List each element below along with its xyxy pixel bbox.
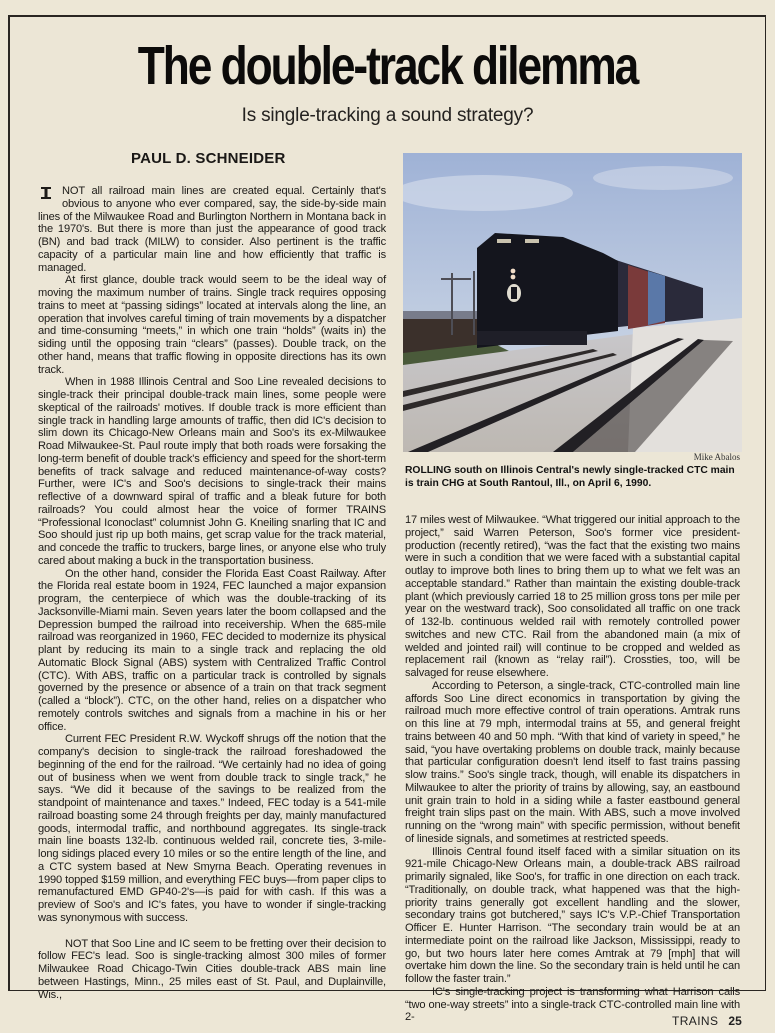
paragraph: Current FEC President R.W. Wyckoff shrugs off the notion that the company's decision to single-track the railroad foreshadowed the beginning of the end for the railroad. “We certainly had no idea of going out of business when we went from double track to single track,” he says. “We did it because of the savings to be realized from the standpoint of maintenance and taxes.” Indeed, FEC today is a 541-mile railroad boasting some 24 through freights per day, mainly manufactured goods, intermodal traffic, and northbound aggregates. Its single-track main line boasts 132-lb. continuous welded rail, concrete ties, 3-mile-long sidings placed every 10 miles or so the entire length of the line, and a CTC system based at New Smyrna Beach. Operating revenues in 1990 topped $159 million, and everything FEC buys—from paper clips to remanufactured EMD GP40-2's—is paid for with cash. If this was a preview of Soo's and IC's fates, you have to wonder if single-tracking was synonymous with success. xyxy=(38,733,386,924)
paragraph: According to Peterson, a single-track, CTC-controlled main line affords Soo Line direct economics in transportation by giving the railroad much more effective control of train operations. Amtrak runs on this line at 79 mph, intermodal trains at 55, and general freight trains between 40 and 50 mph. “With that kind of variety in speed,” he said, “you have overtaking problems on double track, mainly because that particular configuration doesn't lend itself to fast trains passing slow trains.” Soo's single track, though, will enable its dispatchers in Milwaukee to alter the priority of trains by allowing, say, an eastbound unit grain train to hold in a siding while a faster eastbound general freight train slips past on the main. With ABS, such a move involved running on the “wrong main” with specific permission, without benefit of lineside signals, and sometimes at restricted speeds. xyxy=(405,679,740,845)
paragraph: When in 1988 Illinois Central and Soo Line revealed decisions to single-track their principal double-track main lines, some people were skeptical of the railroads' motives. If double track is more efficient than single track in handling large amounts of traffic, then did IC's decision to slim down its Chicago-New Orleans main and Soo's its ex-Milwaukee Road Milwaukee-St. Paul route imply that both roads were forsaking the long-term benefit of double track's efficiency and speed for the short-term benefits of track salvage and reduced maintenance-of-way costs? Further, were IC's and Soo's decisions to single-track their mains reflective of a downward spiral of traffic and a bleak future for both railroads? You could almost hear the voice of former TRAINS “Professional Iconoclast” columnist John G. Kneiling snarling that IC and Soo should just rip up both mains, get scrap value for the track material, and concede the traffic to truckers, barge lines, or anyone else who truly cared about making a buck in the transportation business. xyxy=(38,376,386,567)
photo-credit: Mike Abalos xyxy=(693,452,740,462)
paragraph: NOT that Soo Line and IC seem to be fretting over their decision to follow FEC's lead. Soo is single-tracking almost 300 miles of former Milwaukee Road Chicago-Twin Cities double-track ABS main line between Hastings, Minn., 25 miles east of St. Paul, and Duplainville, Wis., xyxy=(38,937,386,1001)
author-byline: PAUL D. SCHNEIDER xyxy=(131,150,286,167)
paragraph: On the other hand, consider the Florida East Coast Railway. After the Florida real estate boom in 1924, FEC launched a major expansion program, the centerpiece of which was the double-tracking of its Jacksonville-Miami main. Seven years later the boom collapsed and the Depression bumped the railroad into receivership. When the 685-mile railroad was reorganized in 1960, FEC decided to modernize its physical plant by reducing its main to a single track and replacing the old Automatic Block Signal (ABS) system with Centralized Traffic Control (CTC). With ABS, traffic on a particular track is controlled by signals governed by the presence or absence of a train on that track segment (called a “block”). CTC, on the other hand, relies on a dispatcher who remotely controls switches and signals from a machine in his or her office. xyxy=(38,567,386,733)
article-title: The double-track dilemma xyxy=(137,36,638,96)
photo-caption: ROLLING south on Illinois Central's newly single-tracked CTC main is train CHG at South Rantoul, Ill., on April 6, 1990. xyxy=(405,465,735,489)
train-photo xyxy=(403,153,742,452)
left-column xyxy=(38,185,386,1001)
paragraph: 17 miles west of Milwaukee. “What triggered our initial approach to the project,” said Warren Peterson, Soo's former vice president-production (recently retired), “was the fact that the existing two mains were in such a condition that we were faced with a substantial capital outlay to improve both lines to bring them up to what we felt was an acceptable standard.” Rather than maintain the existing double-track plant (which previously carried 18 to 25 million gross tons per mile per year on the westward track), Soo consolidated all traffic on one track of 132-lb. continuous welded rail with remotely controlled power switches and new CTC. Rail from the abandoned main (a mix of welded and jointed rail) will continue to be cropped and welded as replacement rail (known as “relay rail”). Crossties, too, will be salvaged for reuse elsewhere. xyxy=(405,514,740,679)
article-subtitle: Is single-tracking a sound strategy? xyxy=(241,105,534,126)
paragraph: Illinois Central found itself faced with a similar situation on its 921-mile Chicago-New Orleans main, a double-track ABS railroad primarily signaled, like Soo's, for traffic in one direction on each track. “Traditionally, on double track, what happened was that the high-priority trains generally got excellent handling and the slower, secondary trains got butchered,” says IC's V.P.-Chief Transportation Officer E. Hunter Harrison. “The secondary train would be at an intermediate point on the railroad like Jackson, Mississippi, ready to go, but two hours later here comes Amtrak at 79 [mph] that will overtake him down the line. So the secondary train is held until he can follow the faster train.” xyxy=(405,845,740,985)
paragraph: NOT all railroad main lines are created equal. Certainly that's obvious to anyone who ever compared, say, the side-by-side main lines of the Milwaukee Road and Burlington Northern in Montana back in the 1970's. But there is more than just the appearance of good track (BN) and bad track (MILW) to consider. Also pertinent is the traffic capacity of a particular main line and how efficiently that traffic is managed. xyxy=(38,185,386,274)
paragraph: At first glance, double track would seem to be the ideal way of moving the maximum number of trains. Single track requires opposing trains to meet at “passing sidings” located at intervals along the line, an operation that involves careful timing of train movements by a dispatcher and time-consuming “meets,” in which one train “holds” (waits in) the siding until the opposing train “clears” (passes). Double track, on the other hand, means that traffic flowing in opposite directions has its own track. xyxy=(38,274,386,376)
train-photo-image xyxy=(403,153,742,452)
ic-logo-icon xyxy=(39,186,53,200)
magazine-name: TRAINS xyxy=(672,1014,719,1028)
right-column xyxy=(405,514,740,1024)
page-folio xyxy=(672,1014,742,1028)
page-number: 25 xyxy=(728,1014,742,1028)
illinois-central-dropcap-icon xyxy=(36,186,56,210)
paragraph: IC's single-tracking project is transforming what Harrison calls “two one-way streets” into a single-track CTC-controlled main line with 2- xyxy=(405,985,740,1024)
